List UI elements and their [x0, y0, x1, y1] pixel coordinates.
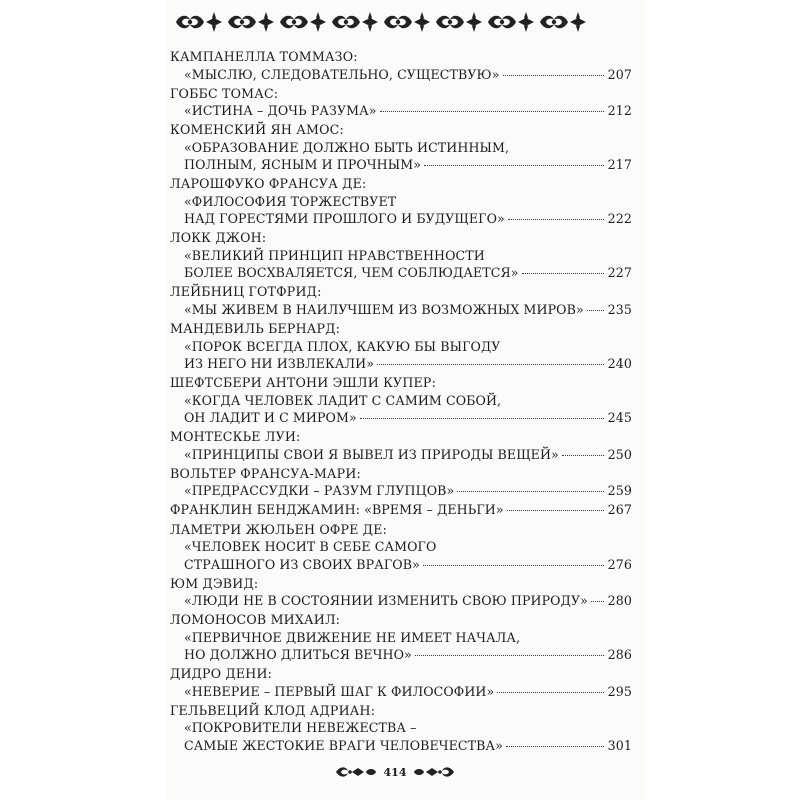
toc-author: ГЕЛЬВЕЦИЙ КЛОД АДРИАН:: [170, 702, 376, 718]
toc-author: ЛОМОНОСОВ МИХАИЛ:: [170, 612, 341, 628]
toc-page-number: 227: [607, 265, 632, 281]
toc-page-number: 286: [607, 647, 632, 663]
toc-author: ЛОКК ДЖОН:: [170, 230, 267, 246]
toc-quote-line: «ПОРОК ВСЕГДА ПЛОХ, КАКУЮ БЫ ВЫГОДУ: [184, 338, 501, 354]
toc-line: [170, 301, 632, 319]
toc-entry[interactable]: [170, 575, 632, 610]
toc-entry[interactable]: [170, 428, 632, 463]
toc-author: КОМЕНСКИЙ ЯН АМОС:: [170, 122, 344, 138]
toc-entry[interactable]: [170, 229, 632, 282]
toc-page-number: 235: [607, 301, 632, 317]
toc-quote-last-line: ПОЛНЫМ, ЯСНЫМ И ПРОЧНЫМ»: [184, 157, 422, 173]
toc-author: МОНТЕСКЬЕ ЛУИ:: [170, 429, 301, 445]
toc-line: [170, 210, 632, 228]
toc-line: [170, 646, 632, 664]
toc-entry[interactable]: [170, 320, 632, 373]
toc-line: [170, 355, 632, 373]
toc-quote-last-line: СТРАШНОГО ИЗ СВОИХ ВРАГОВ»: [184, 556, 420, 572]
dot-leader: [360, 418, 604, 419]
toc-quote-line: «ПЕРВИЧНОЕ ДВИЖЕНИЕ НЕ ИМЕЕТ НАЧАЛА,: [184, 629, 521, 645]
dot-leader: [507, 510, 604, 511]
toc-line: [170, 482, 632, 500]
toc-author: ГОББС ТОМАС:: [170, 85, 279, 101]
table-of-contents: [170, 48, 632, 756]
toc-quote-last-line: «НЕВЕРИЕ – ПЕРВЫЙ ШАГ К ФИЛОСОФИИ»: [184, 683, 495, 699]
toc-page-number: 240: [607, 356, 632, 372]
dot-leader: [380, 111, 604, 112]
toc-entry[interactable]: [170, 611, 632, 664]
toc-quote-last-line: «ПРИНЦИПЫ СВОИ Я ВЫВЕЛ ИЗ ПРИРОДЫ ВЕЩЕЙ»: [184, 446, 559, 462]
toc-page-number: 207: [607, 66, 632, 82]
toc-line: [170, 556, 632, 574]
toc-line: [170, 409, 632, 427]
toc-page-number: 217: [607, 157, 632, 173]
toc-quote-last-line: «ИСТИНА – ДОЧЬ РАЗУМА»: [184, 103, 377, 119]
page-footer: [320, 762, 470, 782]
toc-entry[interactable]: [170, 48, 632, 83]
toc-quote-last-line: «МЫСЛЮ, СЛЕДОВАТЕЛЬНО, СУЩЕСТВУЮ»: [184, 66, 500, 82]
dot-leader: [562, 455, 604, 456]
toc-line: [170, 156, 632, 174]
toc-entry[interactable]: [170, 121, 632, 174]
dot-leader: [591, 601, 604, 602]
dot-leader: [503, 75, 604, 76]
toc-author: ВОЛЬТЕР ФРАНСУА-МАРИ:: [170, 465, 361, 481]
toc-author: ДИДРО ДЕНИ:: [170, 666, 273, 682]
toc-entry[interactable]: [170, 665, 632, 700]
toc-author: ЮМ ДЭВИД:: [170, 575, 259, 591]
toc-page-number: 222: [607, 211, 632, 227]
dot-leader: [497, 692, 603, 693]
toc-quote-last-line: ФРАНКЛИН БЕНДЖАМИН: «ВРЕМЯ – ДЕНЬГИ»: [170, 502, 504, 518]
toc-page-number: 301: [607, 737, 632, 753]
toc-quote-last-line: НАД ГОРЕСТЯМИ ПРОШЛОГО И БУДУЩЕГО»: [184, 211, 505, 227]
toc-page-number: 295: [607, 683, 632, 699]
toc-entry[interactable]: [170, 521, 632, 574]
page-number: 414: [383, 765, 407, 779]
toc-entry[interactable]: [170, 283, 632, 318]
top-ornament-border: [170, 8, 590, 36]
dot-leader: [587, 310, 604, 311]
toc-page-number: 250: [607, 446, 632, 462]
toc-line: [170, 446, 632, 464]
toc-line: [170, 737, 632, 755]
toc-author: КАМПАНЕЛЛА ТОММАЗО:: [170, 49, 358, 64]
toc-line: [170, 592, 632, 610]
toc-quote-last-line: ИЗ НЕГО НИ ИЗВЛЕКАЛИ»: [184, 356, 375, 372]
toc-entry[interactable]: [170, 374, 632, 427]
toc-quote-last-line: «МЫ ЖИВЕМ В НАИЛУЧШЕМ ИЗ ВОЗМОЖНЫХ МИРОВ»: [184, 301, 584, 317]
toc-quote-last-line: ОН ЛАДИТ И С МИРОМ»: [184, 410, 357, 426]
dot-leader: [506, 746, 604, 747]
toc-quote-last-line: «ЛЮДИ НЕ В СОСТОЯНИИ ИЗМЕНИТЬ СВОЮ ПРИРОДУ»: [184, 593, 588, 609]
toc-author: МАНДЕВИЛЬ БЕРНАРД:: [170, 321, 341, 337]
toc-entry[interactable]: [170, 501, 632, 519]
dot-leader: [457, 491, 603, 492]
toc-author: ЛЕЙБНИЦ ГОТФРИД:: [170, 284, 322, 300]
toc-quote-last-line: НО ДОЛЖНО ДЛИТЬСЯ ВЕЧНО»: [184, 647, 412, 663]
toc-author: ЛАМЕТРИ ЖЮЛЬЕН ОФРЕ ДЕ:: [170, 521, 388, 537]
toc-entry[interactable]: [170, 702, 632, 755]
dot-leader: [522, 273, 604, 274]
toc-entry[interactable]: [170, 465, 632, 500]
toc-quote-line: «ЧЕЛОВЕК НОСИТ В СЕБЕ САМОГО: [184, 539, 437, 555]
toc-page-number: 267: [607, 502, 632, 518]
dot-leader: [377, 364, 604, 365]
toc-quote-line: «ПОКРОВИТЕЛИ НЕВЕЖЕСТВА –: [184, 720, 417, 736]
toc-entry[interactable]: [170, 85, 632, 120]
dot-leader: [415, 655, 604, 656]
toc-line: [170, 683, 632, 701]
footer-ornament-left-icon: [334, 764, 378, 780]
dot-leader: [424, 165, 604, 166]
toc-quote-line: «КОГДА ЧЕЛОВЕК ЛАДИТ С САМИМ СОБОЙ,: [184, 392, 502, 408]
toc-page-number: 259: [607, 483, 632, 499]
dot-leader: [508, 219, 604, 220]
toc-quote-last-line: САМЫЕ ЖЕСТОКИЕ ВРАГИ ЧЕЛОВЕЧЕСТВА»: [184, 737, 503, 753]
toc-page-number: 212: [607, 103, 632, 119]
toc-author: ШЕФТСБЕРИ АНТОНИ ЭШЛИ КУПЕР:: [170, 375, 437, 391]
toc-quote-line: «ФИЛОСОФИЯ ТОРЖЕСТВУЕТ: [184, 193, 397, 209]
toc-line: [170, 66, 632, 84]
toc-page-number: 245: [607, 410, 632, 426]
toc-line: [170, 264, 632, 282]
toc-author: ЛАРОШФУКО ФРАНСУА ДЕ:: [170, 176, 367, 192]
toc-quote-line: «ВЕЛИКИЙ ПРИНЦИП НРАВСТВЕННОСТИ: [184, 247, 485, 263]
toc-quote-last-line: БОЛЕЕ ВОСХВАЛЯЕТСЯ, ЧЕМ СОБЛЮДАЕТСЯ»: [184, 265, 519, 281]
toc-line: [170, 102, 632, 120]
dot-leader: [423, 565, 604, 566]
toc-page-number: 276: [607, 556, 632, 572]
toc-line: [170, 501, 632, 519]
toc-page-number: 280: [607, 593, 632, 609]
toc-quote-line: «ОБРАЗОВАНИЕ ДОЛЖНО БЫТЬ ИСТИННЫМ,: [184, 139, 510, 155]
ornament-icon: [170, 8, 590, 36]
toc-quote-last-line: «ПРЕДРАССУДКИ – РАЗУМ ГЛУПЦОВ»: [184, 483, 455, 499]
footer-ornament-right-icon: [412, 764, 456, 780]
toc-entry[interactable]: [170, 175, 632, 228]
